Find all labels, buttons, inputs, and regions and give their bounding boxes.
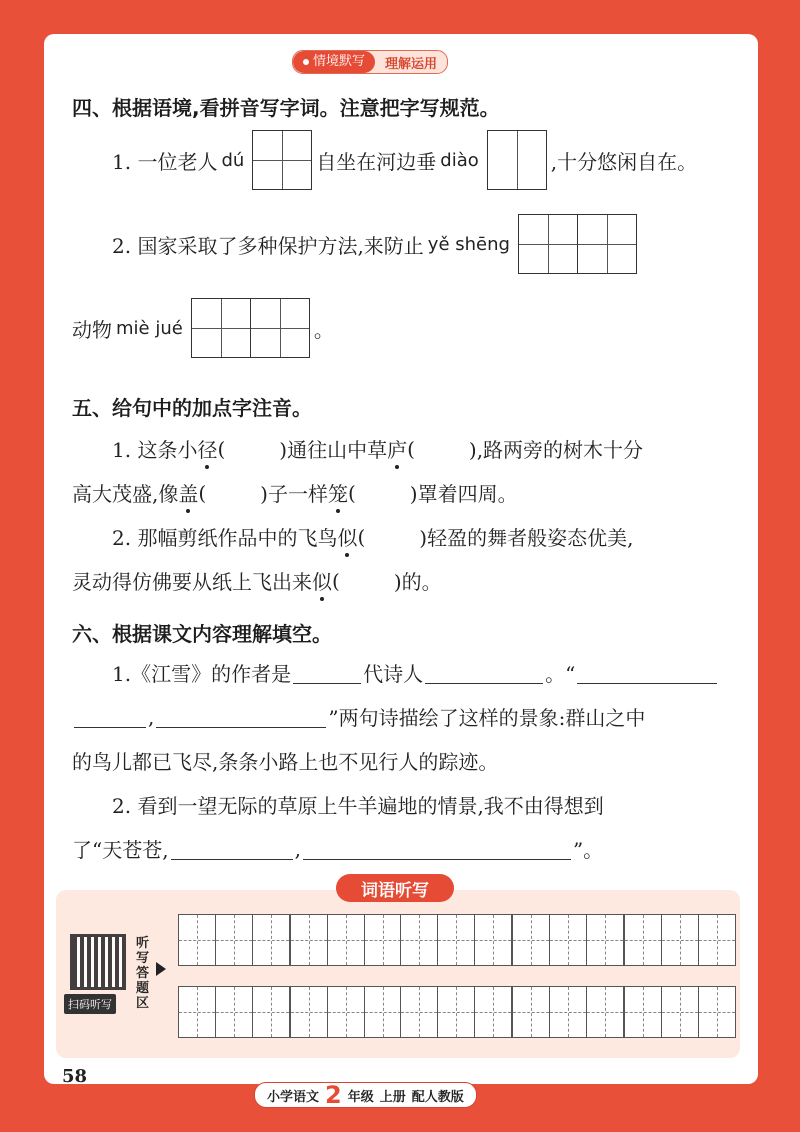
s4-question-1 xyxy=(112,130,697,190)
grid-cell[interactable] xyxy=(291,987,328,1037)
text: ( xyxy=(332,568,340,593)
section-4-title: 四、根据语境,看拼音写字词。注意把字写规范。 xyxy=(72,96,500,120)
writing-grid[interactable] xyxy=(518,214,637,274)
answer-blank[interactable] xyxy=(171,837,293,860)
section-header-pill xyxy=(292,50,448,74)
footer-edition: 配人教版 xyxy=(411,1089,464,1105)
footer-grade: 年级 xyxy=(347,1089,374,1105)
s6-line-5 xyxy=(72,834,603,863)
text: 2. 那幅剪纸作品中的飞鸟 xyxy=(112,526,338,550)
dictation-title: 词语听写 xyxy=(336,874,454,902)
dictation-grid[interactable] xyxy=(400,914,512,966)
s4-question-2-cont xyxy=(72,298,334,358)
qr-code-icon[interactable] xyxy=(70,934,126,990)
grid-cell[interactable] xyxy=(179,915,216,965)
dictation-grid[interactable] xyxy=(512,986,624,1038)
grid-cell[interactable] xyxy=(662,915,699,965)
grid-cell[interactable] xyxy=(587,915,623,965)
text: )罩着四周。 xyxy=(409,482,518,506)
answer-blank[interactable] xyxy=(425,661,543,684)
text: , xyxy=(294,836,301,861)
text: 代诗人 xyxy=(363,662,424,686)
grid-cell[interactable] xyxy=(401,915,438,965)
text: )子一样 xyxy=(260,482,328,506)
dictation-grid[interactable] xyxy=(178,986,290,1038)
grid-cell[interactable] xyxy=(475,987,511,1037)
grid-cell[interactable] xyxy=(438,987,475,1037)
text: ( xyxy=(217,436,226,461)
grid-cell[interactable] xyxy=(475,915,511,965)
answer-blank[interactable] xyxy=(303,837,571,860)
grid-cell[interactable] xyxy=(519,215,578,273)
header-tab-right: 理解运用 xyxy=(385,56,438,72)
dotted-char: 径 xyxy=(197,434,217,463)
grid-cell[interactable] xyxy=(291,915,328,965)
text: 了“天苍苍, xyxy=(72,838,169,862)
s6-line-3: 的鸟儿都已飞尽,条条小路上也不见行人的踪迹。 xyxy=(72,750,499,774)
dotted-char: 似 xyxy=(312,566,332,595)
text: ),路两旁的树木十分 xyxy=(468,438,644,462)
s6-line-1 xyxy=(112,658,719,687)
grid-cell[interactable] xyxy=(662,987,699,1037)
text: )轻盈的舞者般姿态优美, xyxy=(419,526,634,550)
text: 1. 这条小 xyxy=(112,438,198,462)
s5-line-4 xyxy=(72,566,442,595)
writing-grid[interactable] xyxy=(252,130,312,190)
grid-cell[interactable] xyxy=(699,987,735,1037)
s4-question-2 xyxy=(112,214,641,274)
pinyin: diào xyxy=(440,149,479,171)
text: ( xyxy=(407,436,415,461)
pinyin: dú xyxy=(221,149,245,171)
grid-cell[interactable] xyxy=(328,987,365,1037)
grid-cell[interactable] xyxy=(438,915,475,965)
dictation-grid[interactable] xyxy=(624,986,736,1038)
grid-cell[interactable] xyxy=(587,987,623,1037)
grid-cell[interactable] xyxy=(253,915,289,965)
dictation-grid[interactable] xyxy=(290,914,402,966)
grid-cell[interactable] xyxy=(625,987,662,1037)
grid-cell[interactable] xyxy=(488,131,546,189)
grid-cell[interactable] xyxy=(513,987,550,1037)
text: 灵动得仿佛要从纸上飞出来 xyxy=(72,570,312,594)
grid-cell[interactable] xyxy=(328,915,365,965)
text: )通往山中草 xyxy=(279,438,388,462)
grid-cell[interactable] xyxy=(401,987,438,1037)
pinyin: yě shēng xyxy=(427,233,510,255)
s5-line-1 xyxy=(112,434,643,463)
footer-grade-number: 2 xyxy=(325,1081,342,1109)
pinyin: miè jué xyxy=(116,317,183,339)
grid-cell[interactable] xyxy=(550,915,587,965)
section-6-title: 六、根据课文内容理解填空。 xyxy=(72,622,332,646)
grid-cell[interactable] xyxy=(513,915,550,965)
dictation-grid[interactable] xyxy=(290,986,402,1038)
dotted-char: 笼 xyxy=(328,478,348,507)
dotted-char: 似 xyxy=(337,522,357,551)
s6-line-2 xyxy=(72,702,645,731)
section-5-title: 五、给句中的加点字注音。 xyxy=(72,396,312,420)
text: 1.《江雪》的作者是 xyxy=(112,662,292,686)
text: ( xyxy=(198,480,207,505)
writing-grid[interactable] xyxy=(487,130,547,190)
s5-line-3 xyxy=(112,522,633,551)
answer-blank[interactable] xyxy=(156,705,326,728)
grid-cell[interactable] xyxy=(578,215,636,273)
text: ”两句诗描绘了这样的景象:群山之中 xyxy=(328,706,646,730)
text: 自坐在河边垂 xyxy=(316,149,437,174)
grid-cell[interactable] xyxy=(365,915,401,965)
grid-cell[interactable] xyxy=(179,987,216,1037)
answer-blank[interactable] xyxy=(74,705,146,728)
text: )的。 xyxy=(393,570,442,594)
text: , xyxy=(148,704,155,729)
text: 1. 一位老人 xyxy=(112,149,218,174)
text: ,十分悠闲自在。 xyxy=(550,149,698,174)
text: 2. 国家采取了多种保护方法,来防止 xyxy=(112,233,424,258)
grid-cell[interactable] xyxy=(699,915,735,965)
dotted-char: 庐 xyxy=(387,434,407,463)
text: 动物 xyxy=(72,317,112,342)
grid-cell[interactable] xyxy=(550,987,587,1037)
text: 高大茂盛,像 xyxy=(72,482,179,506)
grid-cell[interactable] xyxy=(192,299,251,357)
s6-line-4: 2. 看到一望无际的草原上牛羊遍地的情景,我不由得想到 xyxy=(112,794,604,818)
text: 。“ xyxy=(545,662,576,686)
grid-cell[interactable] xyxy=(216,987,253,1037)
answer-blank[interactable] xyxy=(293,661,361,684)
dot-icon xyxy=(303,59,309,65)
header-tab-left-label: 情境默写 xyxy=(313,54,366,69)
grid-cell[interactable] xyxy=(253,987,289,1037)
text: ( xyxy=(347,480,356,505)
s5-line-2 xyxy=(72,478,518,507)
arrow-right-icon xyxy=(156,962,166,976)
footer-bar xyxy=(254,1082,477,1108)
grid-cell[interactable] xyxy=(625,915,662,965)
dotted-char: 盖 xyxy=(178,478,198,507)
grid-cell[interactable] xyxy=(216,915,253,965)
footer-subject: 小学语文 xyxy=(267,1089,320,1105)
text: ( xyxy=(357,524,366,549)
answer-blank[interactable] xyxy=(577,661,717,684)
grid-cell[interactable] xyxy=(365,987,401,1037)
dictation-grid[interactable] xyxy=(512,914,624,966)
header-tab-left xyxy=(293,51,375,73)
grid-cell[interactable] xyxy=(253,131,311,189)
text: ”。 xyxy=(572,838,604,862)
dictation-grid[interactable] xyxy=(624,914,736,966)
footer-term: 上册 xyxy=(379,1089,406,1105)
dictation-grid[interactable] xyxy=(178,914,290,966)
writing-grid[interactable] xyxy=(191,298,310,358)
answer-area-label: 听写答题区 xyxy=(136,936,150,1011)
grid-cell[interactable] xyxy=(251,299,309,357)
text: 。 xyxy=(313,317,334,342)
qr-label: 扫码听写 xyxy=(64,994,116,1014)
page-number: 58 xyxy=(62,1066,88,1087)
dictation-grid[interactable] xyxy=(400,986,512,1038)
